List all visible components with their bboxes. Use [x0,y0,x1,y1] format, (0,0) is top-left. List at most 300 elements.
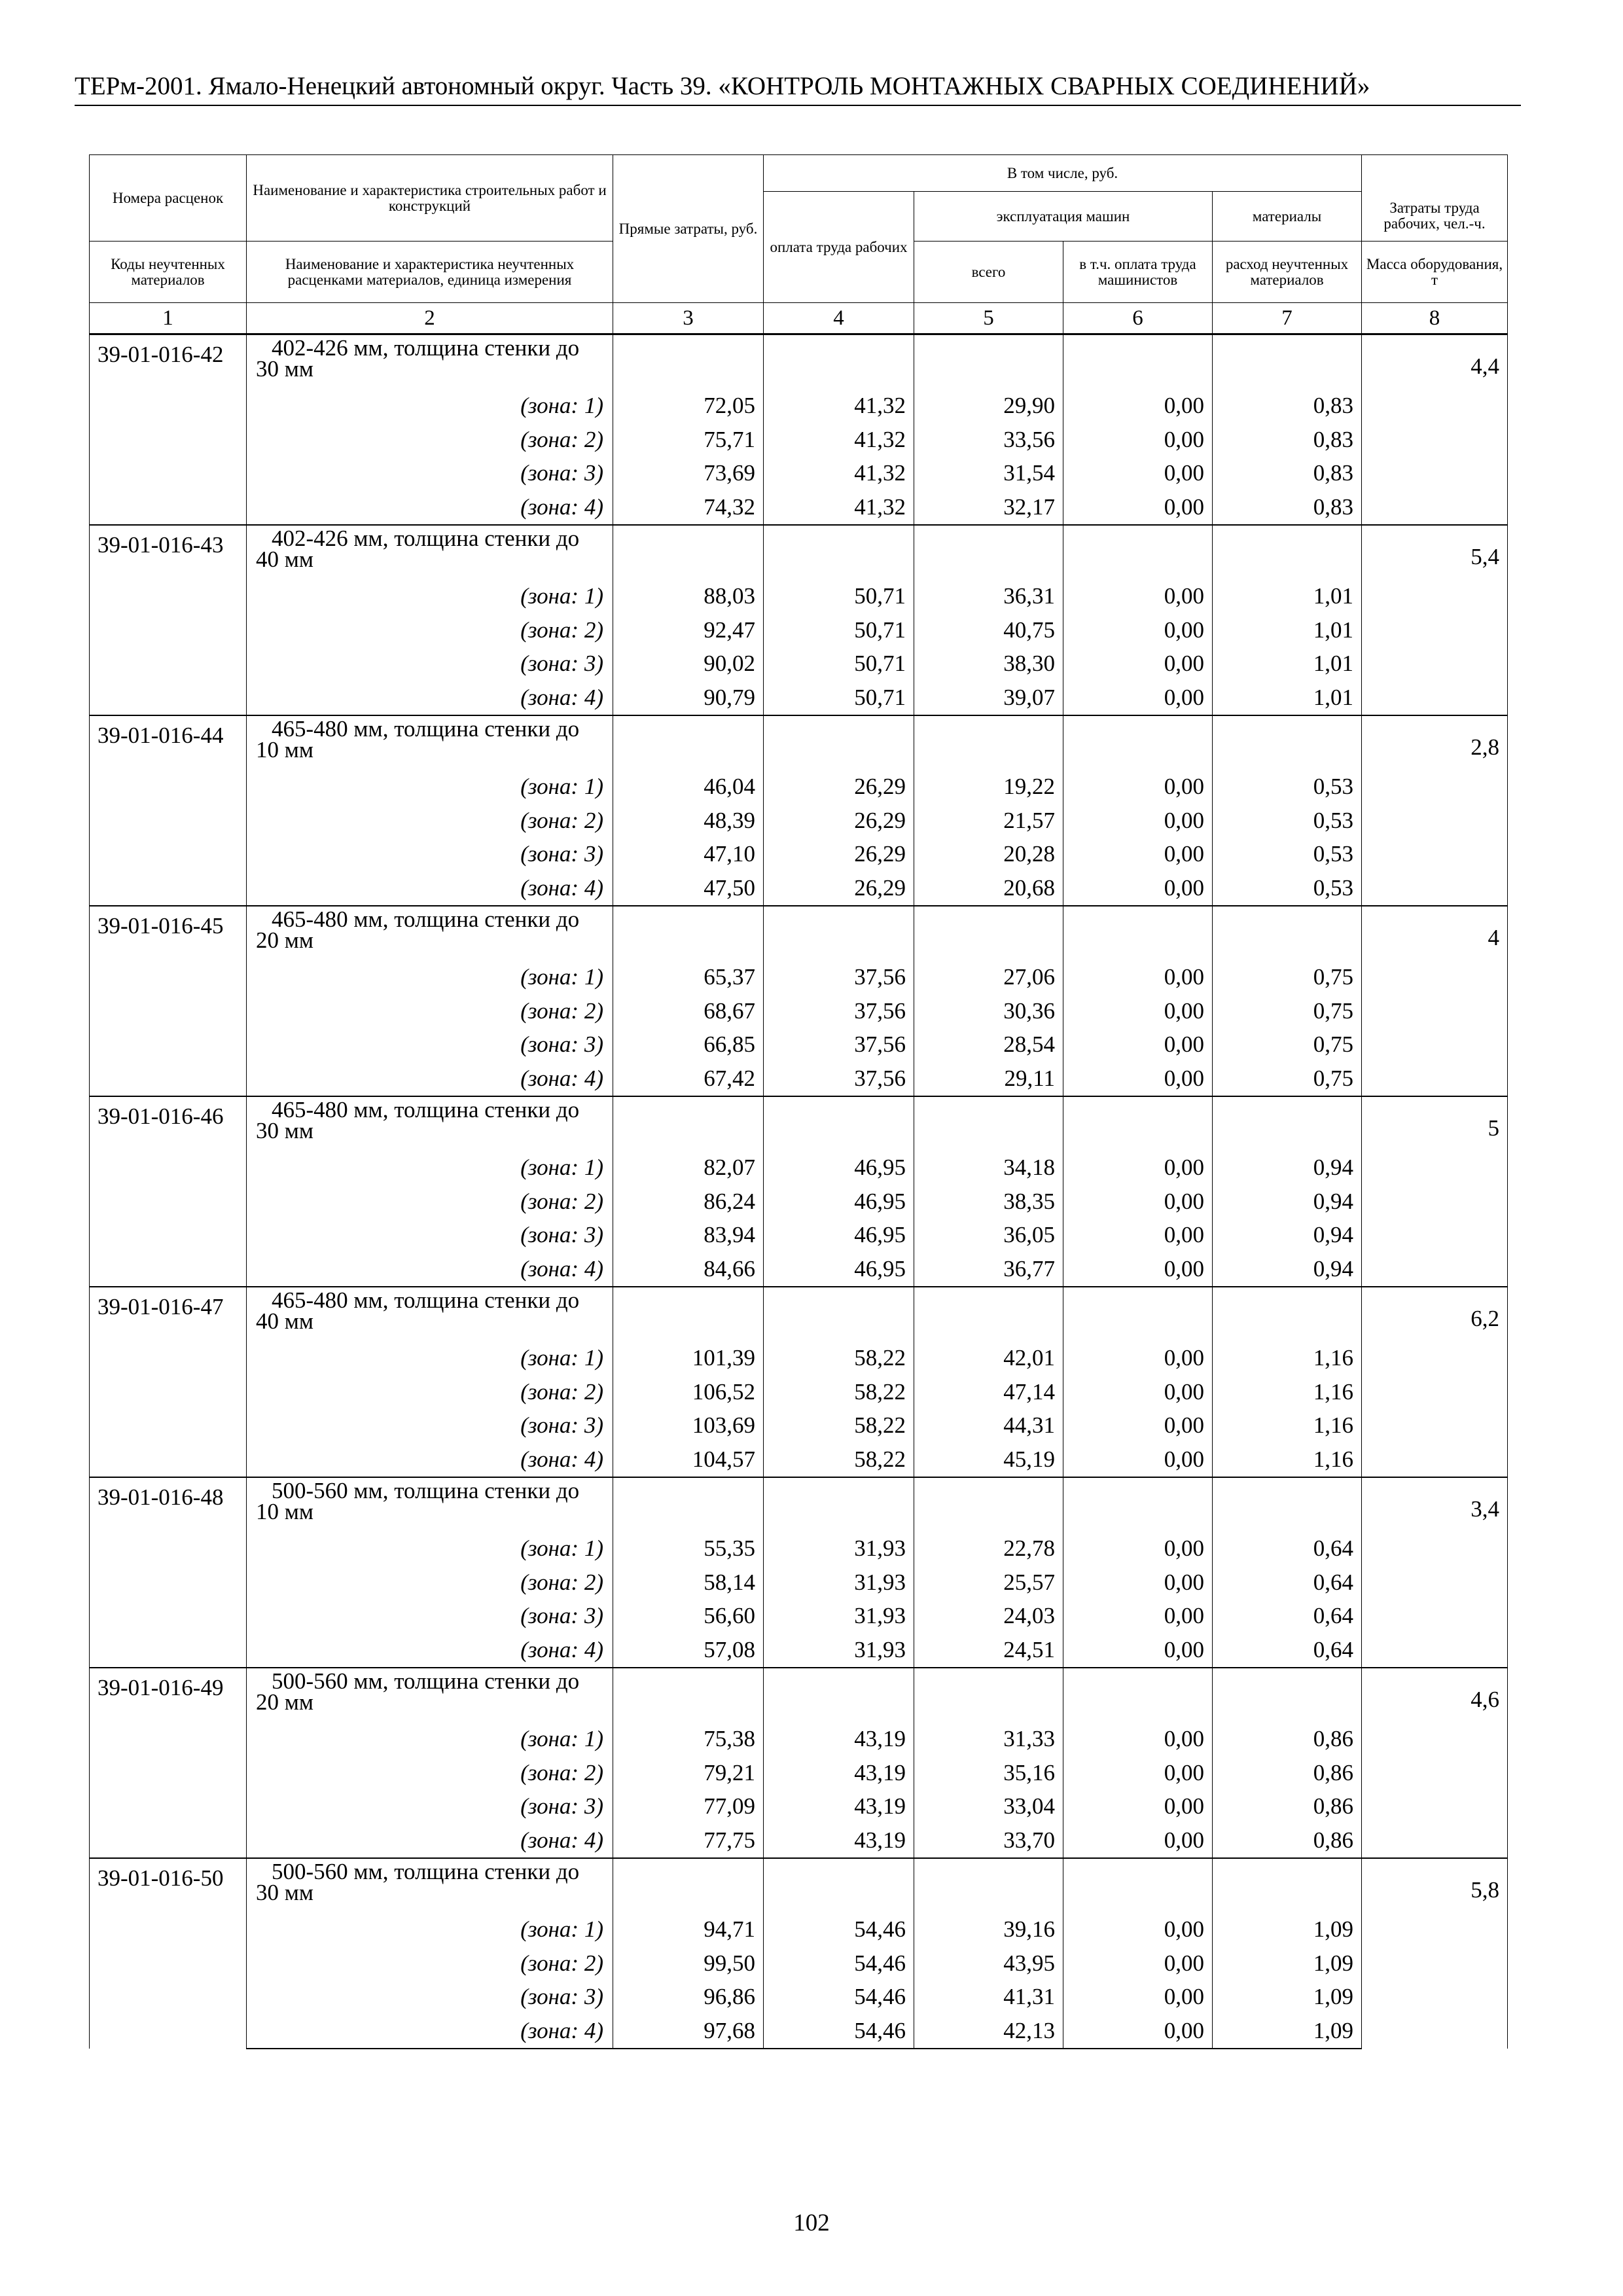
rate-description-line: 30 мм [256,1879,314,1905]
value-labor: 58,22 [764,1375,914,1409]
value-machines: 42,13 [914,2014,1063,2049]
value-direct: 101,39 [613,1342,764,1376]
value-direct: 74,32 [613,490,764,525]
value-labor: 26,29 [764,838,914,872]
value-labor: 58,22 [764,1443,914,1477]
value-materials: 1,16 [1213,1342,1362,1376]
value-machines: 21,57 [914,804,1063,838]
value-machines: 35,16 [914,1756,1063,1790]
value-machines: 42,01 [914,1342,1063,1376]
zone-row [90,1981,1508,2015]
zone-row [90,1946,1508,1981]
header-rule [75,105,1521,106]
zone-row [90,804,1508,838]
value-direct: 47,50 [613,871,764,906]
rates-table [89,154,1508,2049]
value-direct: 75,71 [613,423,764,457]
value-direct: 73,69 [613,457,764,491]
value-direct: 58,14 [613,1566,764,1600]
empty-cell [764,1287,914,1342]
zone-row [90,1532,1508,1566]
value-machines: 31,54 [914,457,1063,491]
rate-description-line: 500-560 мм, толщина стенки до [272,1477,580,1503]
empty-cell [914,1477,1063,1532]
rate-description [247,1477,613,1532]
header-blank [1362,155,1508,192]
value-operators: 0,00 [1063,1723,1213,1757]
empty-cell [914,525,1063,580]
equipment-mass: 2,8 [1362,715,1508,906]
rate-row [90,906,1508,961]
rate-row [90,525,1508,580]
value-machines: 31,33 [914,1723,1063,1757]
value-direct: 104,57 [613,1443,764,1477]
zone-row [90,770,1508,804]
empty-cell [613,1096,764,1151]
zone-label: (зона: 2) [247,1566,613,1600]
rate-description-line: 465-480 мм, толщина стенки до [272,715,580,742]
value-labor: 43,19 [764,1756,914,1790]
value-materials: 0,86 [1213,1790,1362,1824]
value-operators: 0,00 [1063,770,1213,804]
zone-label: (зона: 1) [247,770,613,804]
value-materials: 0,53 [1213,804,1362,838]
value-machines: 27,06 [914,961,1063,995]
value-operators: 0,00 [1063,871,1213,906]
zone-row [90,1723,1508,1757]
value-labor: 37,56 [764,994,914,1028]
value-materials: 0,75 [1213,1028,1362,1062]
zone-label: (зона: 1) [247,961,613,995]
value-materials: 1,09 [1213,1981,1362,2015]
value-labor: 26,29 [764,770,914,804]
value-direct: 77,75 [613,1823,764,1858]
value-operators: 0,00 [1063,1028,1213,1062]
rate-row [90,715,1508,770]
value-operators: 0,00 [1063,838,1213,872]
rate-description-line: 500-560 мм, толщина стенки до [272,1668,580,1694]
rate-description [247,525,613,580]
zone-row [90,389,1508,423]
column-number: 5 [914,303,1063,334]
rate-description-line: 465-480 мм, толщина стенки до [272,1096,580,1122]
value-operators: 0,00 [1063,1790,1213,1824]
zone-label: (зона: 1) [247,1723,613,1757]
value-machines: 43,95 [914,1946,1063,1981]
zone-label: (зона: 3) [247,1409,613,1443]
rate-code: 39-01-016-48 [90,1477,247,1668]
rate-row [90,1477,1508,1532]
empty-cell [1063,1668,1213,1723]
zone-row [90,490,1508,525]
value-direct: 83,94 [613,1219,764,1253]
empty-cell [1213,1858,1362,1913]
value-direct: 57,08 [613,1633,764,1668]
value-direct: 106,52 [613,1375,764,1409]
value-machines: 44,31 [914,1409,1063,1443]
value-machines: 36,77 [914,1252,1063,1287]
value-labor: 54,46 [764,1981,914,2015]
value-materials: 1,09 [1213,2014,1362,2049]
value-operators: 0,00 [1063,961,1213,995]
value-direct: 97,68 [613,2014,764,2049]
empty-cell [613,334,764,389]
value-operators: 0,00 [1063,1375,1213,1409]
zone-row [90,994,1508,1028]
rate-description-line: 465-480 мм, толщина стенки до [272,1287,580,1313]
value-labor: 37,56 [764,961,914,995]
zone-row [90,1375,1508,1409]
rate-description [247,1096,613,1151]
zone-label: (зона: 3) [247,1028,613,1062]
value-labor: 41,32 [764,423,914,457]
zone-row [90,1913,1508,1947]
value-machines: 33,70 [914,1823,1063,1858]
value-materials: 1,01 [1213,647,1362,681]
column-number: 3 [613,303,764,334]
value-direct: 86,24 [613,1185,764,1219]
zone-label: (зона: 4) [247,1252,613,1287]
zone-label: (зона: 1) [247,1913,613,1947]
header-material-codes: Коды неучтенных материалов [90,242,247,303]
equipment-mass: 3,4 [1362,1477,1508,1668]
empty-cell [764,715,914,770]
empty-cell [613,1668,764,1723]
value-operators: 0,00 [1063,1946,1213,1981]
value-machines: 38,30 [914,647,1063,681]
value-operators: 0,00 [1063,1252,1213,1287]
empty-cell [1213,906,1362,961]
value-direct: 66,85 [613,1028,764,1062]
value-labor: 31,93 [764,1532,914,1566]
value-machines: 29,11 [914,1062,1063,1096]
header-materials: материалы [1213,192,1362,242]
zone-label: (зона: 3) [247,1219,613,1253]
rate-row [90,1096,1508,1151]
value-operators: 0,00 [1063,681,1213,715]
zone-row [90,647,1508,681]
value-operators: 0,00 [1063,1409,1213,1443]
value-labor: 50,71 [764,580,914,614]
value-direct: 88,03 [613,580,764,614]
table-header [90,155,1508,334]
value-labor: 54,46 [764,1946,914,1981]
zone-label: (зона: 2) [247,1946,613,1981]
value-machines: 20,28 [914,838,1063,872]
empty-cell [613,715,764,770]
rate-description-line: 465-480 мм, толщина стенки до [272,906,580,932]
value-materials: 0,64 [1213,1600,1362,1634]
zone-row [90,1409,1508,1443]
value-materials: 0,94 [1213,1151,1362,1185]
value-machines: 40,75 [914,613,1063,647]
value-operators: 0,00 [1063,1981,1213,2015]
value-materials: 0,75 [1213,994,1362,1028]
header-including: В том числе, руб. [764,155,1362,192]
value-direct: 65,37 [613,961,764,995]
value-operators: 0,00 [1063,389,1213,423]
empty-cell [914,334,1063,389]
value-direct: 67,42 [613,1062,764,1096]
value-labor: 46,95 [764,1252,914,1287]
value-operators: 0,00 [1063,1566,1213,1600]
value-operators: 0,00 [1063,613,1213,647]
value-direct: 56,60 [613,1600,764,1634]
zone-label: (зона: 4) [247,1633,613,1668]
value-machines: 39,16 [914,1913,1063,1947]
rate-group [90,906,1508,1096]
zone-row [90,1185,1508,1219]
empty-cell [1063,1477,1213,1532]
value-operators: 0,00 [1063,1219,1213,1253]
value-materials: 0,83 [1213,457,1362,491]
equipment-mass: 4,4 [1362,334,1508,525]
rate-code: 39-01-016-50 [90,1858,247,2049]
empty-cell [613,1477,764,1532]
zone-row [90,1566,1508,1600]
value-direct: 84,66 [613,1252,764,1287]
rate-row [90,1858,1508,1913]
equipment-mass: 4,6 [1362,1668,1508,1858]
value-materials: 0,53 [1213,838,1362,872]
zone-label: (зона: 4) [247,681,613,715]
header-machines: эксплуатация машин [914,192,1213,242]
value-operators: 0,00 [1063,1443,1213,1477]
value-direct: 92,47 [613,613,764,647]
value-direct: 47,10 [613,838,764,872]
value-labor: 50,71 [764,681,914,715]
rate-group [90,334,1508,525]
value-machines: 45,19 [914,1443,1063,1477]
value-labor: 37,56 [764,1028,914,1062]
zone-label: (зона: 4) [247,1443,613,1477]
rate-description [247,334,613,389]
value-materials: 1,16 [1213,1375,1362,1409]
zone-label: (зона: 2) [247,1375,613,1409]
zone-label: (зона: 2) [247,994,613,1028]
value-materials: 0,86 [1213,1756,1362,1790]
empty-cell [914,1858,1063,1913]
value-materials: 0,75 [1213,961,1362,995]
zone-label: (зона: 4) [247,490,613,525]
zone-label: (зона: 3) [247,1600,613,1634]
value-machines: 24,51 [914,1633,1063,1668]
value-operators: 0,00 [1063,1600,1213,1634]
value-operators: 0,00 [1063,1185,1213,1219]
value-direct: 90,79 [613,681,764,715]
zone-row [90,457,1508,491]
zone-row [90,613,1508,647]
value-operators: 0,00 [1063,1342,1213,1376]
header-machines-total: всего [914,242,1063,303]
value-operators: 0,00 [1063,2014,1213,2049]
value-operators: 0,00 [1063,423,1213,457]
zone-label: (зона: 3) [247,647,613,681]
value-materials: 0,86 [1213,1823,1362,1858]
empty-cell [1063,1858,1213,1913]
value-direct: 55,35 [613,1532,764,1566]
value-machines: 29,90 [914,389,1063,423]
value-machines: 19,22 [914,770,1063,804]
value-labor: 54,46 [764,2014,914,2049]
value-materials: 0,94 [1213,1185,1362,1219]
value-labor: 50,71 [764,647,914,681]
equipment-mass: 5 [1362,1096,1508,1287]
value-materials: 0,64 [1213,1633,1362,1668]
rate-description [247,906,613,961]
zone-row [90,2014,1508,2049]
rate-description-line: 20 мм [256,1689,314,1715]
value-direct: 46,04 [613,770,764,804]
rate-description [247,715,613,770]
value-operators: 0,00 [1063,994,1213,1028]
value-operators: 0,00 [1063,1062,1213,1096]
header-operator-pay: в т.ч. оплата труда машинистов [1063,242,1213,303]
value-materials: 0,86 [1213,1723,1362,1757]
value-labor: 26,29 [764,804,914,838]
value-labor: 43,19 [764,1823,914,1858]
column-number: 2 [247,303,613,334]
value-operators: 0,00 [1063,490,1213,525]
empty-cell [1063,906,1213,961]
value-machines: 20,68 [914,871,1063,906]
rate-code: 39-01-016-46 [90,1096,247,1287]
value-machines: 25,57 [914,1566,1063,1600]
value-machines: 30,36 [914,994,1063,1028]
value-direct: 90,02 [613,647,764,681]
value-materials: 1,16 [1213,1443,1362,1477]
header-material-names: Наименование и характеристика неучтенных расценками материалов, единица измерения [247,242,613,303]
zone-row [90,1252,1508,1287]
empty-cell [1063,334,1213,389]
value-direct: 94,71 [613,1913,764,1947]
value-machines: 24,03 [914,1600,1063,1634]
empty-cell [1213,1477,1362,1532]
rate-description-line: 40 мм [256,1308,314,1334]
empty-cell [764,1858,914,1913]
value-materials: 0,64 [1213,1532,1362,1566]
empty-cell [764,1477,914,1532]
zone-row [90,1151,1508,1185]
rate-description [247,1287,613,1342]
rate-group [90,1477,1508,1668]
value-labor: 26,29 [764,871,914,906]
empty-cell [914,715,1063,770]
rate-code: 39-01-016-47 [90,1287,247,1477]
column-number: 4 [764,303,914,334]
equipment-mass: 6,2 [1362,1287,1508,1477]
value-direct: 96,86 [613,1981,764,2015]
empty-cell [914,1668,1063,1723]
value-direct: 72,05 [613,389,764,423]
empty-cell [914,1287,1063,1342]
zone-row [90,1600,1508,1634]
value-materials: 0,94 [1213,1219,1362,1253]
empty-cell [914,906,1063,961]
zone-row [90,1028,1508,1062]
rate-code: 39-01-016-43 [90,525,247,715]
header-materials-consumption: расход неучтенных материалов [1213,242,1362,303]
empty-cell [1063,1287,1213,1342]
value-labor: 58,22 [764,1342,914,1376]
rate-group [90,525,1508,715]
empty-cell [1213,525,1362,580]
zone-row [90,1823,1508,1858]
header-labor-pay: оплата труда рабочих [764,192,914,303]
value-direct: 77,09 [613,1790,764,1824]
rate-description-line: 402-426 мм, толщина стенки до [272,335,580,361]
value-labor: 41,32 [764,457,914,491]
value-materials: 0,53 [1213,871,1362,906]
rate-group [90,1858,1508,2049]
zone-label: (зона: 1) [247,1151,613,1185]
value-labor: 50,71 [764,613,914,647]
value-materials: 0,83 [1213,423,1362,457]
value-materials: 1,09 [1213,1913,1362,1947]
zone-row [90,1443,1508,1477]
empty-cell [914,1096,1063,1151]
value-materials: 0,94 [1213,1252,1362,1287]
rate-row [90,1287,1508,1342]
value-operators: 0,00 [1063,1913,1213,1947]
zone-label: (зона: 2) [247,804,613,838]
value-materials: 0,64 [1213,1566,1362,1600]
zone-label: (зона: 3) [247,1981,613,2015]
value-labor: 46,95 [764,1219,914,1253]
zone-label: (зона: 2) [247,423,613,457]
zone-row [90,1756,1508,1790]
value-labor: 41,32 [764,490,914,525]
empty-cell [1213,1096,1362,1151]
zone-row [90,1062,1508,1096]
zone-label: (зона: 1) [247,389,613,423]
empty-cell [764,1668,914,1723]
empty-cell [1213,1668,1362,1723]
zone-label: (зона: 4) [247,1062,613,1096]
zone-label: (зона: 4) [247,2014,613,2049]
value-machines: 34,18 [914,1151,1063,1185]
rate-code: 39-01-016-45 [90,906,247,1096]
value-direct: 48,39 [613,804,764,838]
value-materials: 1,01 [1213,681,1362,715]
zone-row [90,423,1508,457]
rate-description [247,1668,613,1723]
zone-label: (зона: 3) [247,838,613,872]
value-machines: 33,04 [914,1790,1063,1824]
rate-description-line: 40 мм [256,546,314,572]
empty-cell [1063,715,1213,770]
zone-row [90,580,1508,614]
rate-code: 39-01-016-49 [90,1668,247,1858]
value-labor: 46,95 [764,1151,914,1185]
value-machines: 33,56 [914,423,1063,457]
value-materials: 1,01 [1213,613,1362,647]
zone-row [90,838,1508,872]
rate-description-line: 402-426 мм, толщина стенки до [272,525,580,551]
value-machines: 39,07 [914,681,1063,715]
empty-cell [613,1858,764,1913]
rate-group [90,1668,1508,1858]
value-operators: 0,00 [1063,1633,1213,1668]
zone-label: (зона: 1) [247,580,613,614]
value-materials: 0,83 [1213,389,1362,423]
empty-cell [1213,715,1362,770]
equipment-mass: 4 [1362,906,1508,1096]
zone-row [90,681,1508,715]
zone-row [90,1790,1508,1824]
zone-label: (зона: 1) [247,1342,613,1376]
value-direct: 103,69 [613,1409,764,1443]
